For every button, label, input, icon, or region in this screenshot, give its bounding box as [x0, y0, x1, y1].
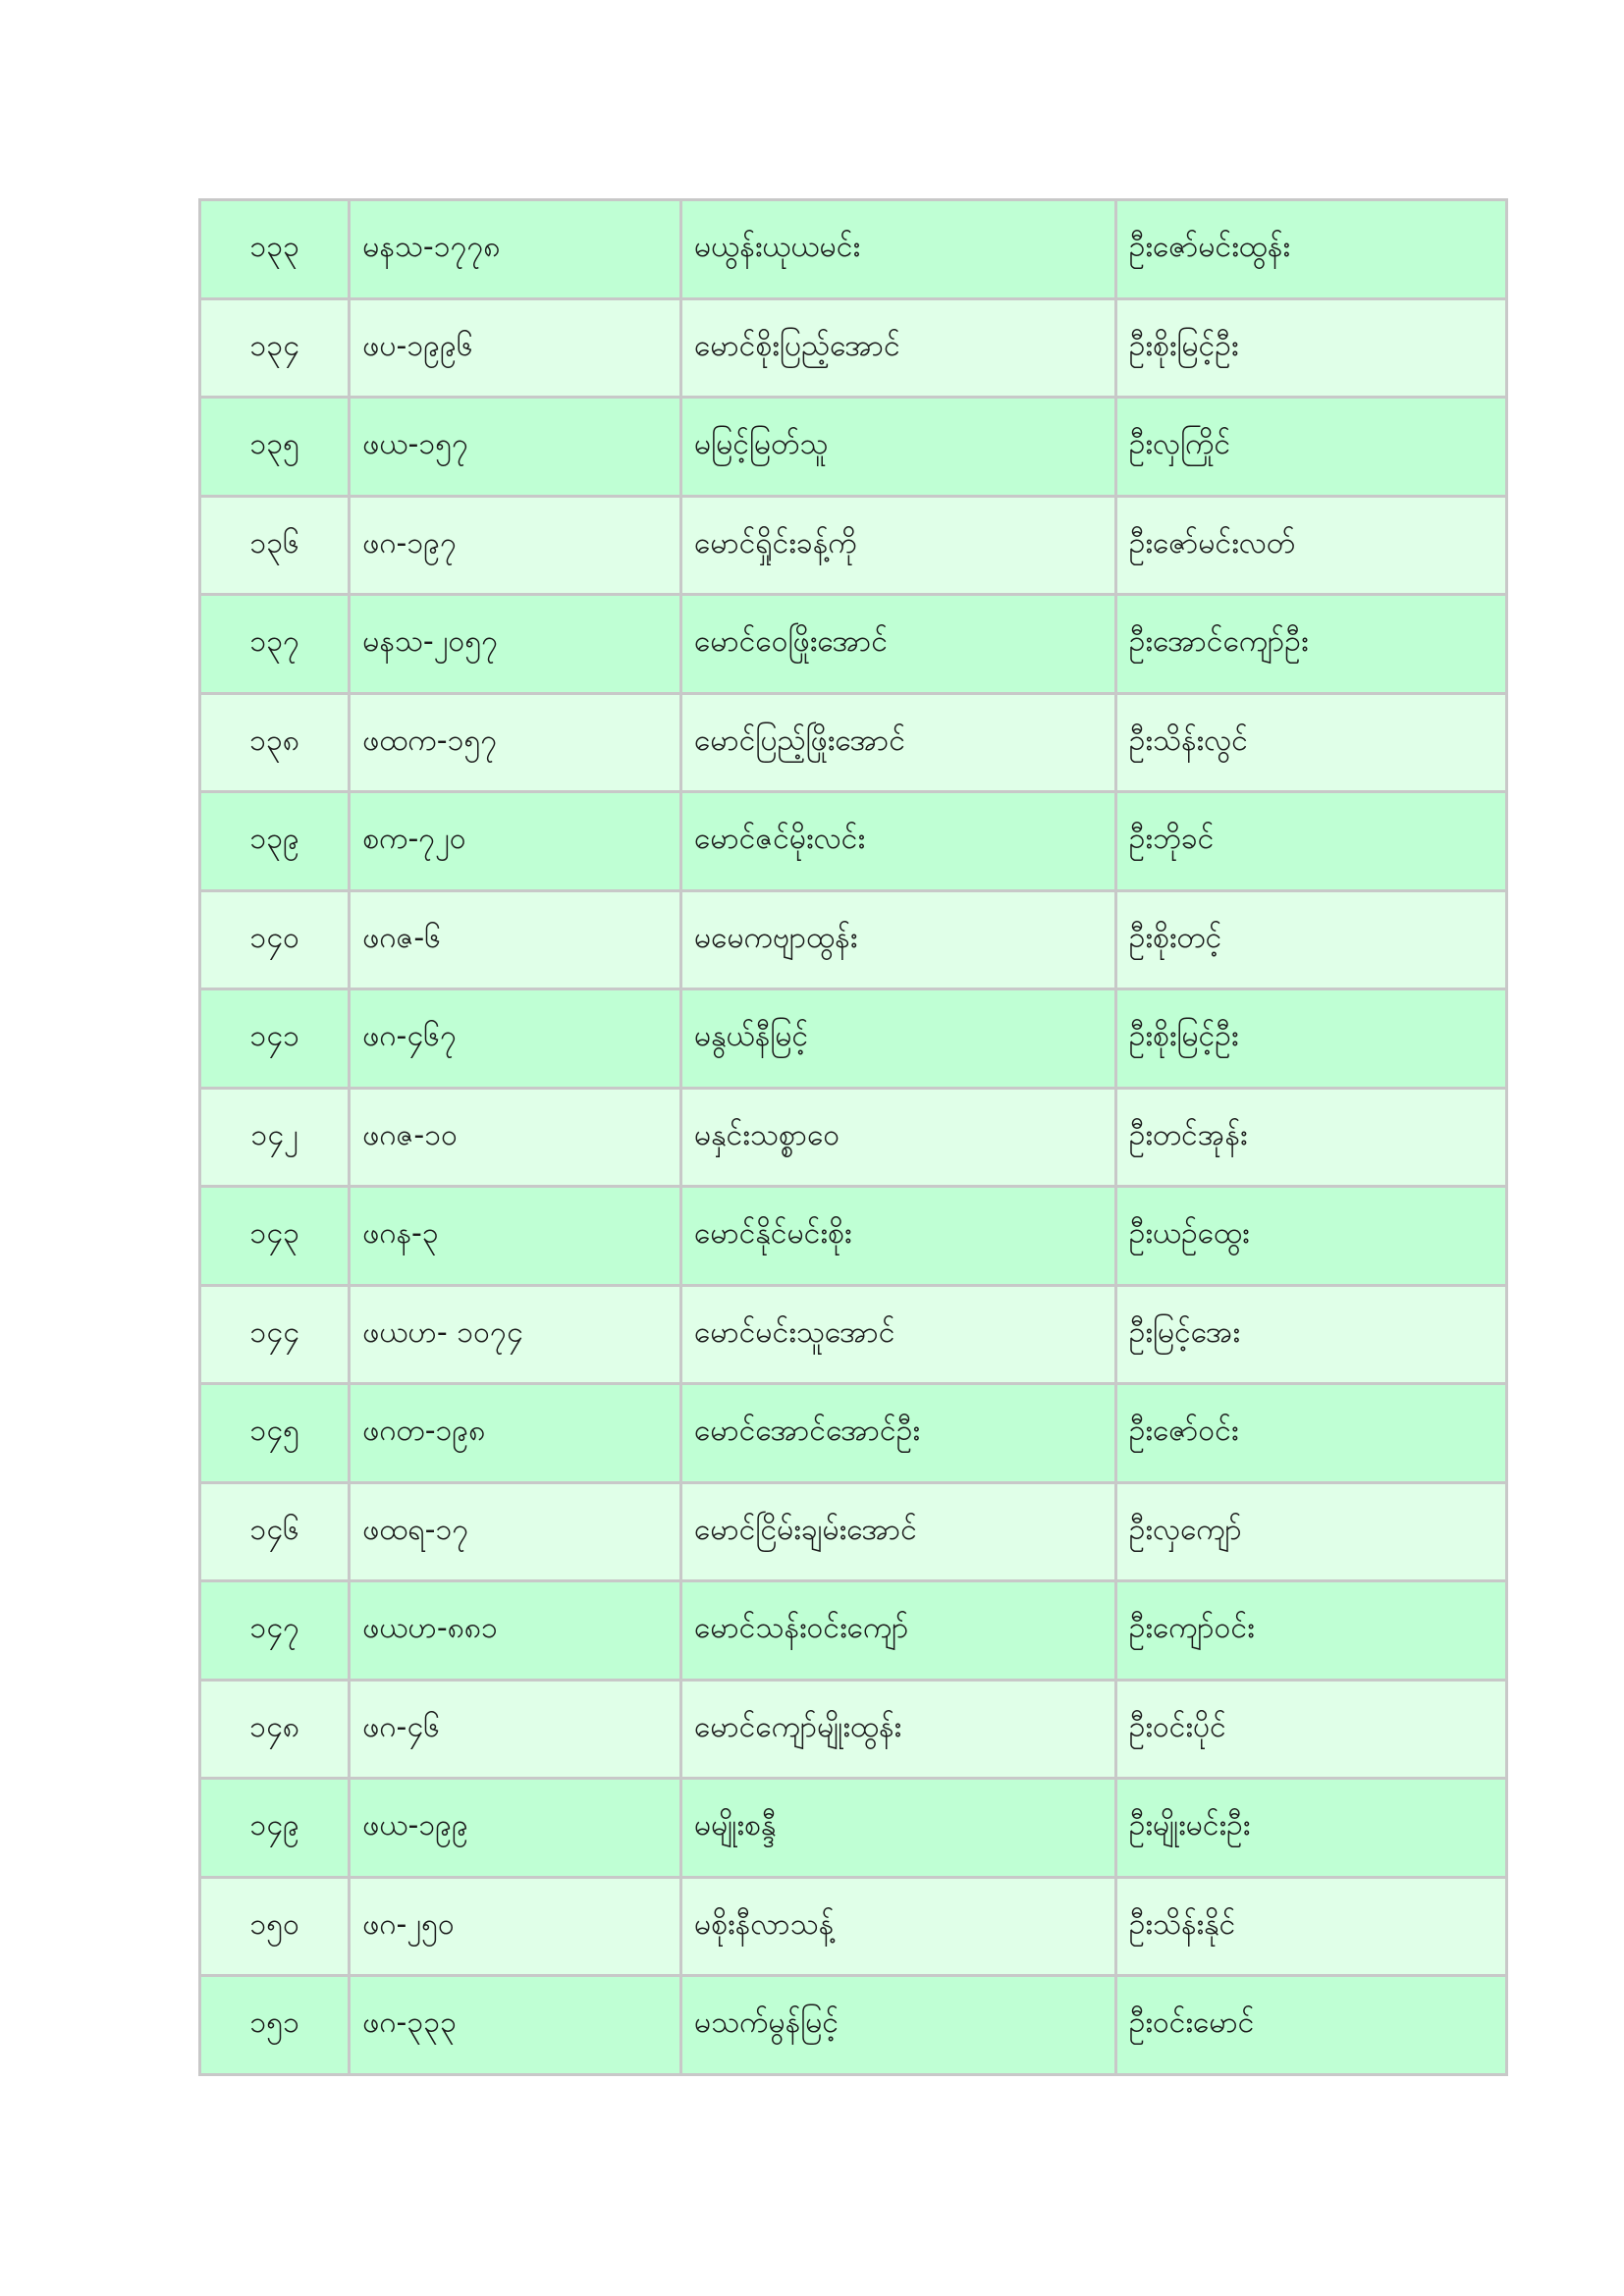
- row-number-cell: ၁၃၄: [200, 298, 350, 398]
- table-row: [200, 398, 1507, 497]
- father-name-cell: ဦးတင်အုန်း: [1115, 1088, 1506, 1187]
- registration-number-cell: ဖယ-၁၅၇: [350, 398, 681, 497]
- registration-number-cell: ဖဂန-၃: [350, 1187, 681, 1286]
- row-number-cell: ၁၃၃: [200, 200, 350, 299]
- table-row: [200, 1877, 1507, 1976]
- registration-number-cell: ဖဂ-၃၃၃: [350, 1976, 681, 2075]
- table-row: [200, 1285, 1507, 1384]
- registration-number-cell: ဖဂတ-၁၉၈: [350, 1384, 681, 1483]
- records-table-body: [200, 200, 1507, 2075]
- registration-number-cell: ဖပ-၁၉၉၆: [350, 298, 681, 398]
- father-name-cell: ဦးဇော်မင်းထွန်း: [1115, 200, 1506, 299]
- name-cell: မယွန်းယုယမင်း: [681, 200, 1116, 299]
- registration-number-cell: ဖယဟ-၈၈၁: [350, 1581, 681, 1681]
- row-number-cell: ၁၄၃: [200, 1187, 350, 1286]
- registration-number-cell: ဖဂ-၁၉၇: [350, 496, 681, 595]
- father-name-cell: ဦးလှကျော်: [1115, 1482, 1506, 1581]
- name-cell: မောင်ပြည့်ဖြိုးအောင်: [681, 693, 1116, 792]
- table-row: [200, 595, 1507, 694]
- row-number-cell: ၁၃၇: [200, 595, 350, 694]
- registration-number-cell: ဖဂဇ-၁၀: [350, 1088, 681, 1187]
- registration-number-cell: ဖယ-၁၉၉: [350, 1779, 681, 1878]
- row-number-cell: ၁၄၉: [200, 1779, 350, 1878]
- name-cell: မစိုးနီလာသန့်: [681, 1877, 1116, 1976]
- name-cell: မမြင့်မြတ်သူ: [681, 398, 1116, 497]
- registration-number-cell: ဖဂဇ-၆: [350, 890, 681, 989]
- name-cell: မမျိုးစန္ဒီ: [681, 1779, 1116, 1878]
- table-row: [200, 1581, 1507, 1681]
- father-name-cell: ဦးဘိုခင်: [1115, 792, 1506, 891]
- father-name-cell: ဦးဝင်းပိုင်: [1115, 1680, 1506, 1779]
- name-cell: မသက်မွန်မြင့်: [681, 1976, 1116, 2075]
- table-row: [200, 1088, 1507, 1187]
- father-name-cell: ဦးဇော်ဝင်း: [1115, 1384, 1506, 1483]
- father-name-cell: ဦးဇော်မင်းလတ်: [1115, 496, 1506, 595]
- registration-number-cell: စက-၇၂၀: [350, 792, 681, 891]
- name-cell: မနှင်းသစ္စာဝေ: [681, 1088, 1116, 1187]
- row-number-cell: ၁၄၁: [200, 989, 350, 1089]
- registration-number-cell: ဖထက-၁၅၇: [350, 693, 681, 792]
- father-name-cell: ဦးစိုးမြင့်ဦး: [1115, 989, 1506, 1089]
- father-name-cell: ဦးကျော်ဝင်း: [1115, 1581, 1506, 1681]
- father-name-cell: ဦးယဉ်ထွေး: [1115, 1187, 1506, 1286]
- father-name-cell: ဦးဝင်းမောင်: [1115, 1976, 1506, 2075]
- father-name-cell: ဦးစိုးမြင့်ဦး: [1115, 298, 1506, 398]
- row-number-cell: ၁၄၄: [200, 1285, 350, 1384]
- father-name-cell: ဦးလှကြိုင်: [1115, 398, 1506, 497]
- father-name-cell: ဦးသိန်းနိုင်: [1115, 1877, 1506, 1976]
- table-row: [200, 989, 1507, 1089]
- registration-number-cell: မနသ-၁၇၇၈: [350, 200, 681, 299]
- father-name-cell: ဦးအောင်ကျော်ဦး: [1115, 595, 1506, 694]
- row-number-cell: ၁၄၇: [200, 1581, 350, 1681]
- name-cell: မောင်ငြိမ်းချမ်းအောင်: [681, 1482, 1116, 1581]
- row-number-cell: ၁၄၂: [200, 1088, 350, 1187]
- row-number-cell: ၁၃၅: [200, 398, 350, 497]
- row-number-cell: ၁၃၉: [200, 792, 350, 891]
- row-number-cell: ၁၃၆: [200, 496, 350, 595]
- table-row: [200, 1680, 1507, 1779]
- registration-number-cell: ဖဂ-၄၆: [350, 1680, 681, 1779]
- table-row: [200, 496, 1507, 595]
- table-row: [200, 200, 1507, 299]
- father-name-cell: ဦးမြင့်အေး: [1115, 1285, 1506, 1384]
- records-table: [198, 198, 1508, 2076]
- registration-number-cell: ဖဂ-၂၅၀: [350, 1877, 681, 1976]
- name-cell: မောင်နိုင်မင်းစိုး: [681, 1187, 1116, 1286]
- father-name-cell: ဦးသိန်းလွင်: [1115, 693, 1506, 792]
- name-cell: မမေကဗျာထွန်း: [681, 890, 1116, 989]
- name-cell: မောင်အောင်အောင်ဦး: [681, 1384, 1116, 1483]
- table-row: [200, 890, 1507, 989]
- name-cell: မောင်သန်းဝင်းကျော်: [681, 1581, 1116, 1681]
- table-row: [200, 792, 1507, 891]
- registration-number-cell: ဖယဟ- ၁၀၇၄: [350, 1285, 681, 1384]
- name-cell: မောင်ရှိုင်းခန့်ကို: [681, 496, 1116, 595]
- registration-number-cell: ဖဂ-၄၆၇: [350, 989, 681, 1089]
- name-cell: မနွယ်နီမြင့်: [681, 989, 1116, 1089]
- table-row: [200, 1779, 1507, 1878]
- table-row: [200, 1976, 1507, 2075]
- registration-number-cell: မနသ-၂၀၅၇: [350, 595, 681, 694]
- row-number-cell: ၁၅၁: [200, 1976, 350, 2075]
- registration-number-cell: ဖထရ-၁၇: [350, 1482, 681, 1581]
- table-row: [200, 298, 1507, 398]
- father-name-cell: ဦးစိုးတင့်: [1115, 890, 1506, 989]
- table-row: [200, 1187, 1507, 1286]
- row-number-cell: ၁၄၈: [200, 1680, 350, 1779]
- name-cell: မောင်ဝေဖြိုးအောင်: [681, 595, 1116, 694]
- father-name-cell: ဦးမျိုးမင်းဦး: [1115, 1779, 1506, 1878]
- name-cell: မောင်ကျော်မျိုးထွန်း: [681, 1680, 1116, 1779]
- table-row: [200, 1482, 1507, 1581]
- table-row: [200, 693, 1507, 792]
- row-number-cell: ၁၄၆: [200, 1482, 350, 1581]
- row-number-cell: ၁၄၅: [200, 1384, 350, 1483]
- name-cell: မောင်မင်းသူအောင်: [681, 1285, 1116, 1384]
- table-row: [200, 1384, 1507, 1483]
- name-cell: မောင်စိုးပြည့်အောင်: [681, 298, 1116, 398]
- row-number-cell: ၁၅၀: [200, 1877, 350, 1976]
- name-cell: မောင်ဇင်မိုးလင်း: [681, 792, 1116, 891]
- row-number-cell: ၁၃၈: [200, 693, 350, 792]
- row-number-cell: ၁၄၀: [200, 890, 350, 989]
